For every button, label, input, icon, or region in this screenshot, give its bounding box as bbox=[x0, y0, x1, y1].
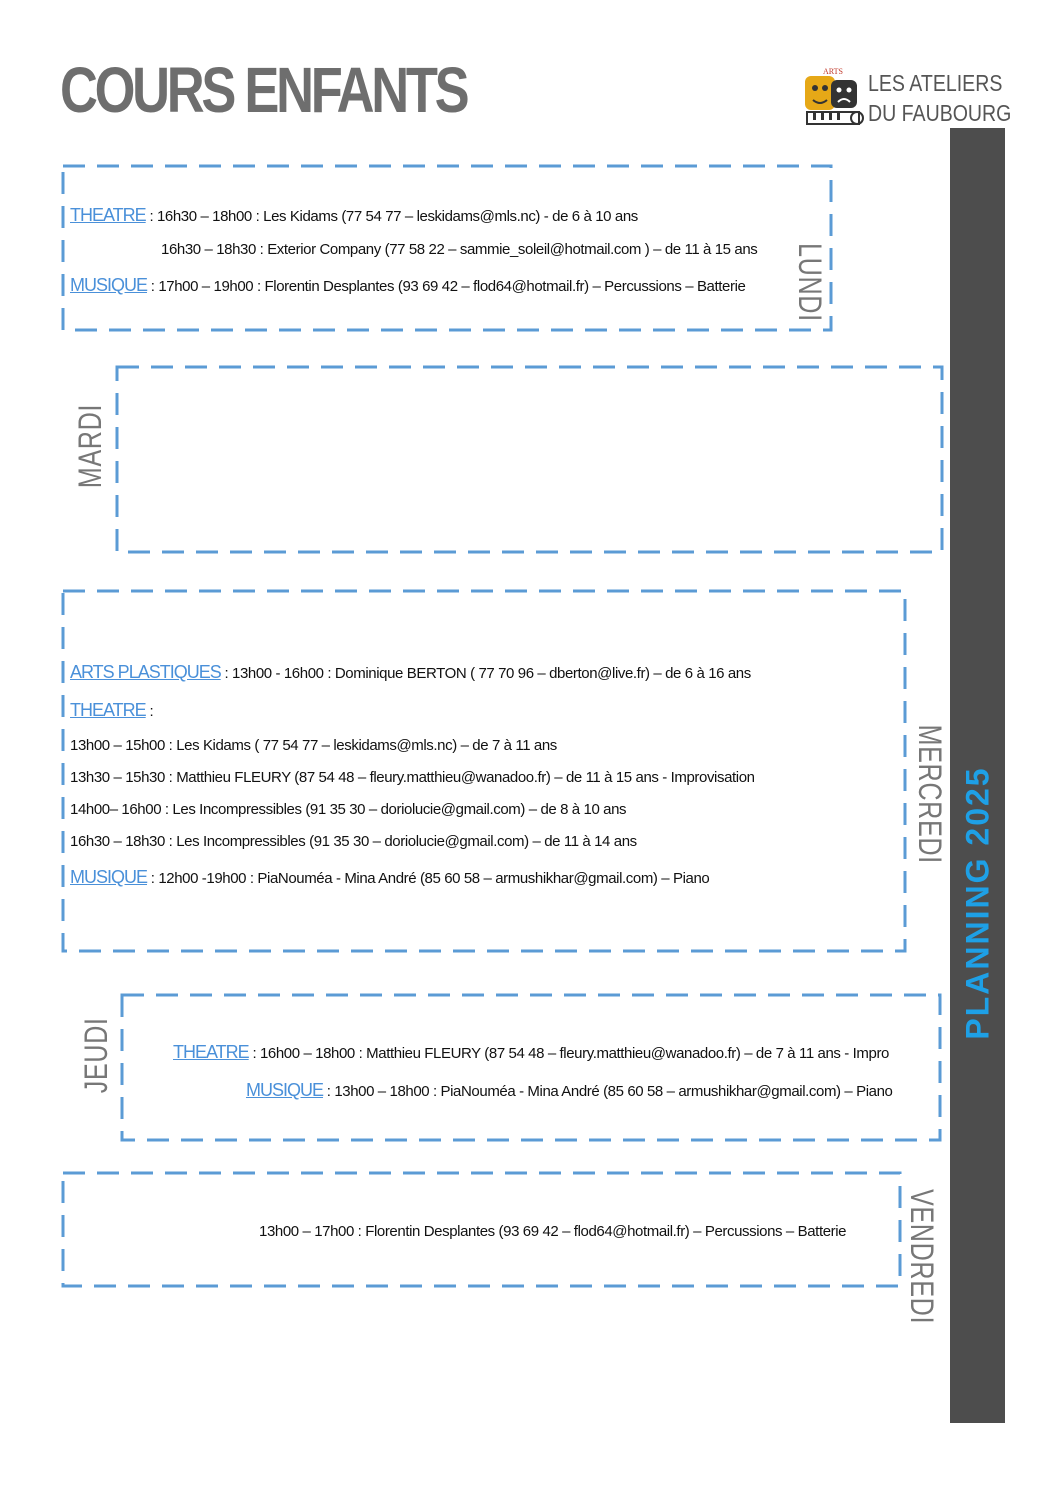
mercredi-line-1: ARTS PLASTIQUES : 13h00 - 16h00 : Dominique BERTON ( 77 70 96 – dberton@live.fr) – de 6 à 16 ans bbox=[70, 662, 751, 682]
theatre-masks-icon bbox=[803, 66, 865, 128]
mercredi-line-6: 16h30 – 18h30 : Les Incompressibles (91 35 30 – doriolucie@gmail.com) – de 11 à 14 ans bbox=[70, 833, 637, 850]
category-label: MUSIQUE bbox=[246, 1080, 324, 1100]
logo-line2: DU FAUBOURG bbox=[868, 100, 1012, 126]
category-label: MUSIQUE bbox=[70, 867, 148, 887]
category-label: THEATRE bbox=[70, 700, 146, 720]
mercredi-line-5: 14h00– 16h00 : Les Incompressibles (91 35 30 – doriolucie@gmail.com) – de 8 à 10 ans bbox=[70, 801, 627, 818]
jeudi-line-1: THEATRE : 16h00 – 18h00 : Matthieu FLEURY (87 54 48 – fleury.matthieu@wanadoo.fr) – de 7 à 11 ans - Impro bbox=[173, 1042, 889, 1062]
box-jeudi bbox=[122, 995, 940, 1140]
lundi-line-3: MUSIQUE : 17h00 – 19h00 : Florentin Desplantes (93 69 42 – flod64@hotmail.fr) – Percussions – Batterie bbox=[70, 275, 746, 295]
day-label-mardi: MARDI bbox=[72, 403, 108, 489]
day-label-vendredi: VENDREDI bbox=[904, 1189, 940, 1325]
page-title: COURS ENFANTS bbox=[60, 54, 467, 126]
category-label: THEATRE bbox=[70, 205, 146, 225]
logo-text bbox=[868, 68, 1011, 128]
logo-line1: LES ATELIERS bbox=[868, 70, 1003, 96]
day-label-mercredi: MERCREDI bbox=[912, 724, 948, 865]
category-label: ARTS PLASTIQUES bbox=[70, 662, 221, 682]
day-label-jeudi: JEUDI bbox=[78, 1017, 114, 1094]
logo-badge: ARTS bbox=[823, 67, 843, 76]
lundi-line-1: THEATRE : 16h30 – 18h00 : Les Kidams (77 54 77 – leskidams@mls.nc) - de 6 à 10 ans bbox=[70, 205, 638, 225]
lundi-line-2: 16h30 – 18h30 : Exterior Company (77 58 22 – sammie_soleil@hotmail.com ) – de 11 à 15 ans bbox=[161, 241, 758, 258]
mercredi-line-7: MUSIQUE : 12h00 -19h00 : PiaNouméa - Mina André (85 60 58 – armushikhar@gmail.com) – Piano bbox=[70, 867, 710, 887]
category-label: MUSIQUE bbox=[70, 275, 148, 295]
sidebar-label: PLANNING 2025 bbox=[959, 766, 995, 1040]
mercredi-line-2: THEATRE : bbox=[70, 700, 154, 720]
jeudi-line-2: MUSIQUE : 13h00 – 18h00 : PiaNouméa - Mina André (85 60 58 – armushikhar@gmail.com) – Piano bbox=[246, 1080, 893, 1100]
vendredi-line-1: 13h00 – 17h00 : Florentin Desplantes (93 69 42 – flod64@hotmail.fr) – Percussions – Batterie bbox=[259, 1223, 847, 1240]
mercredi-line-3: 13h00 – 15h00 : Les Kidams ( 77 54 77 – leskidams@mls.nc) – de 7 à 11 ans bbox=[70, 737, 557, 754]
logo bbox=[803, 66, 1012, 128]
mercredi-line-4: 13h30 – 15h30 : Matthieu FLEURY (87 54 48 – fleury.matthieu@wanadoo.fr) – de 11 à 15 ans - Improvisation bbox=[70, 769, 755, 786]
box-mardi bbox=[117, 367, 942, 552]
category-label: THEATRE bbox=[173, 1042, 249, 1062]
day-label-lundi: LUNDI bbox=[792, 243, 828, 322]
sidebar bbox=[950, 128, 1005, 1423]
